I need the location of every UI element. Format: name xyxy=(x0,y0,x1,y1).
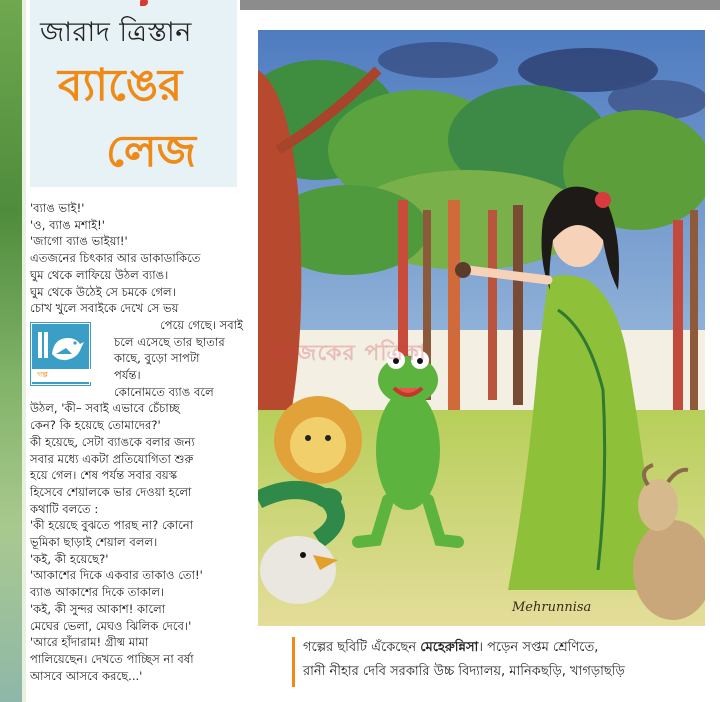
story-line: ঘুম থেকে উঠেই সে চমকে গেল। xyxy=(30,284,176,299)
story-line: পেয়ে গেছে। সবাই xyxy=(160,317,244,332)
story-line: ভূমিকা ছাড়াই শেয়াল বলল। xyxy=(30,535,158,550)
story-line: 'ব্যাঙ ভাই!' xyxy=(30,201,85,215)
illustration-caption xyxy=(303,636,713,684)
story-line: কী হয়েছে, সেটা ব্যাঙকে বলার জন্য xyxy=(30,434,195,449)
caption-accent-bar xyxy=(292,637,295,687)
story-line: 'জাগো ব্যাঙ ভাইয়া!' xyxy=(30,234,128,249)
bird-icon xyxy=(32,324,89,370)
story-line: উঠল, 'কী– সবাই এভাবে চেঁচাচ্ছ xyxy=(30,401,180,416)
story-line: 'কী হয়েছে বুঝতে পারছ না? কোনো xyxy=(30,518,194,533)
badge-label: গল্প xyxy=(32,369,94,382)
caption-line1 xyxy=(303,636,713,660)
story-line: ব্যাঙ আকাশের দিকে তাকাল। xyxy=(30,585,165,600)
lion-figure xyxy=(274,396,362,484)
story-line: এতজনের চিৎকার আর ডাকাডাকিতে xyxy=(30,251,201,266)
story-line: 'ও, ব্যাঙ মশাই!' xyxy=(30,217,105,232)
story-line: 'আকাশের দিকে একবার তাকাও তো!' xyxy=(30,568,203,583)
story-title-line2: লেজ xyxy=(106,126,197,177)
previous-page-art-strip xyxy=(0,0,22,702)
artist-name: মেহেরুন্নিসা xyxy=(420,640,479,655)
story-category-badge xyxy=(31,323,90,385)
story-line: সবার মধ্যে একটা প্রতিযোগিতা শুরু xyxy=(30,451,194,466)
story-line: ঘুম থেকে লাফিয়ে উঠল ব্যাঙ। xyxy=(30,267,169,282)
story-line: চোখ খুলে সবাইকে দেখে সে ভয় xyxy=(30,301,179,316)
story-title-line1: ব্যাঙের xyxy=(58,60,183,111)
story-line: 'কই, কী হয়েছে?' xyxy=(30,551,109,566)
top-rule xyxy=(240,0,720,10)
caption-prefix: গল্পের ছবিটি এঁকেছেন xyxy=(303,640,421,655)
story-line: কোনোমতে ব্যাঙ বলে xyxy=(114,384,214,399)
story-line: পর্যন্ত। xyxy=(114,368,141,383)
story-line: হিসেবে শেয়ালকে ভার দেওয়া হলো xyxy=(30,484,192,499)
story-line: হয়ে গেল। শেষ পর্যন্ত সবার বয়স্ক xyxy=(30,468,178,483)
story-line: কাছে, বুড়ো সাপটা xyxy=(114,351,200,366)
story-line: 'আরে হাঁদারাম! গ্রীষ্ম মামা xyxy=(30,635,149,650)
author-name: জারাদ ত্রিস্তান xyxy=(40,17,192,48)
story-line: 'কই, কী সুন্দর আকাশ! কালো xyxy=(30,601,166,616)
watermark: আজকের পত্রিকা xyxy=(270,341,427,366)
story-line: চলে এসেছে তার ছাতার xyxy=(114,334,225,349)
story-line: আসবে আসবে করছে...' xyxy=(30,668,143,683)
page-gutter xyxy=(22,0,26,702)
story-line: মেঘের ভেলা, মেঘও ঝিলিক দেবে।' xyxy=(30,618,192,633)
story-line: কথাটি বলতে : xyxy=(30,501,99,516)
story-illustration xyxy=(258,30,705,626)
bird-ornament-icon xyxy=(140,0,148,6)
story-line: কেন? কি হয়েছে তোমাদের?' xyxy=(30,418,161,433)
story-text xyxy=(30,200,244,684)
artist-signature: Mehrunnisa xyxy=(512,600,592,615)
story-line: পালিয়েছেন। দেখতে পাচ্ছিস না বর্ষা xyxy=(30,651,194,666)
caption-line2: রানী নীহার দেবি সরকারি উচ্চ বিদ্যালয়, মানিকছড়ি, খাগড়াছড়ি xyxy=(303,664,625,679)
caption-suffix: । পড়েন সপ্তম শ্রেণিতে, xyxy=(478,640,599,655)
